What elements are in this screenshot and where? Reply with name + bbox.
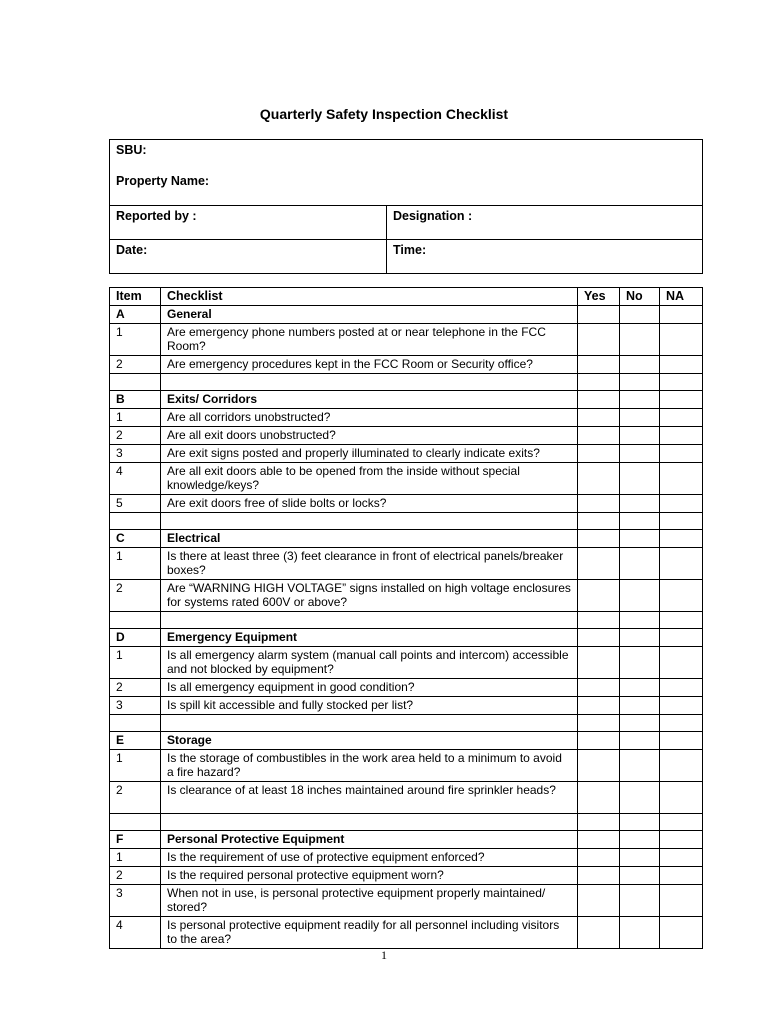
yes-cell: [578, 732, 620, 750]
na-cell[interactable]: [660, 647, 703, 679]
table-row: [110, 580, 703, 612]
table-row: [110, 409, 703, 427]
na-cell: [660, 612, 703, 629]
item-cell: 2: [110, 356, 161, 374]
no-cell[interactable]: [620, 679, 660, 697]
table-row: [110, 679, 703, 697]
na-cell: [660, 306, 703, 324]
question-cell: When not in use, is personal protective equipment properly maintained/ stored?: [161, 885, 578, 917]
na-cell[interactable]: [660, 697, 703, 715]
reported-by-label: Reported by :: [110, 206, 387, 240]
no-cell[interactable]: [620, 647, 660, 679]
question-cell: Is there at least three (3) feet clearance in front of electrical panels/breaker boxes?: [161, 548, 578, 580]
header-item: Item: [110, 288, 161, 306]
question-cell: [161, 612, 578, 629]
table-row: [110, 324, 703, 356]
section-row: [110, 831, 703, 849]
no-cell: [620, 715, 660, 732]
item-cell: 1: [110, 647, 161, 679]
question-cell: Is the required personal protective equipment worn?: [161, 867, 578, 885]
item-cell: [110, 612, 161, 629]
no-cell: [620, 306, 660, 324]
item-cell: E: [110, 732, 161, 750]
section-row: [110, 732, 703, 750]
table-row: [110, 849, 703, 867]
yes-cell: [578, 513, 620, 530]
question-cell: Personal Protective Equipment: [161, 831, 578, 849]
question-cell: Are exit signs posted and properly illuminated to clearly indicate exits?: [161, 445, 578, 463]
yes-cell[interactable]: [578, 782, 620, 814]
header-no: No: [620, 288, 660, 306]
question-cell: Are all corridors unobstructed?: [161, 409, 578, 427]
question-cell: Is all emergency equipment in good condition?: [161, 679, 578, 697]
item-cell: C: [110, 530, 161, 548]
item-cell: 2: [110, 580, 161, 612]
item-cell: 5: [110, 495, 161, 513]
yes-cell[interactable]: [578, 548, 620, 580]
na-cell[interactable]: [660, 445, 703, 463]
time-label: Time:: [387, 240, 703, 274]
table-row: [110, 647, 703, 679]
na-cell[interactable]: [660, 782, 703, 814]
item-cell: [110, 513, 161, 530]
item-cell: 3: [110, 885, 161, 917]
yes-cell: [578, 530, 620, 548]
page-number: 1: [381, 948, 387, 962]
section-row: [110, 391, 703, 409]
table-row: [110, 495, 703, 513]
item-cell: [110, 814, 161, 831]
yes-cell[interactable]: [578, 697, 620, 715]
yes-cell: [578, 814, 620, 831]
sbu-property-cell: [110, 140, 703, 206]
no-cell[interactable]: [620, 324, 660, 356]
document-title: Quarterly Safety Inspection Checklist: [259, 106, 509, 122]
yes-cell[interactable]: [578, 917, 620, 949]
no-cell: [620, 831, 660, 849]
item-cell: 2: [110, 867, 161, 885]
no-cell[interactable]: [620, 750, 660, 782]
na-cell[interactable]: [660, 885, 703, 917]
no-cell[interactable]: [620, 885, 660, 917]
yes-cell[interactable]: [578, 495, 620, 513]
no-cell[interactable]: [620, 697, 660, 715]
item-cell: 1: [110, 548, 161, 580]
item-cell: D: [110, 629, 161, 647]
question-cell: [161, 374, 578, 391]
item-cell: A: [110, 306, 161, 324]
na-cell[interactable]: [660, 495, 703, 513]
no-cell[interactable]: [620, 463, 660, 495]
checklist-header-row: [110, 288, 703, 306]
item-cell: 1: [110, 750, 161, 782]
table-row: [110, 750, 703, 782]
blank-row: [110, 715, 703, 732]
no-cell[interactable]: [620, 356, 660, 374]
na-cell: [660, 814, 703, 831]
table-row: [110, 548, 703, 580]
blank-row: [110, 814, 703, 831]
na-cell[interactable]: [660, 679, 703, 697]
no-cell[interactable]: [620, 427, 660, 445]
question-cell: General: [161, 306, 578, 324]
na-cell[interactable]: [660, 580, 703, 612]
yes-cell[interactable]: [578, 580, 620, 612]
na-cell: [660, 732, 703, 750]
no-cell: [620, 629, 660, 647]
yes-cell[interactable]: [578, 463, 620, 495]
no-cell: [620, 513, 660, 530]
checklist-table: [109, 287, 703, 949]
na-cell[interactable]: [660, 548, 703, 580]
no-cell[interactable]: [620, 867, 660, 885]
item-cell: 1: [110, 324, 161, 356]
table-row: [110, 445, 703, 463]
item-cell: 2: [110, 782, 161, 814]
blank-row: [110, 612, 703, 629]
table-row: [110, 885, 703, 917]
no-cell: [620, 530, 660, 548]
item-cell: 4: [110, 917, 161, 949]
question-cell: Exits/ Corridors: [161, 391, 578, 409]
date-label: Date:: [110, 240, 387, 274]
item-cell: 4: [110, 463, 161, 495]
item-cell: F: [110, 831, 161, 849]
na-cell[interactable]: [660, 427, 703, 445]
table-row: [110, 782, 703, 814]
section-row: [110, 306, 703, 324]
table-row: [110, 427, 703, 445]
item-cell: 1: [110, 849, 161, 867]
question-cell: Electrical: [161, 530, 578, 548]
yes-cell: [578, 391, 620, 409]
table-row: [110, 867, 703, 885]
yes-cell: [578, 306, 620, 324]
yes-cell[interactable]: [578, 867, 620, 885]
section-row: [110, 629, 703, 647]
item-cell: B: [110, 391, 161, 409]
yes-cell[interactable]: [578, 445, 620, 463]
question-cell: Is spill kit accessible and fully stocked per list?: [161, 697, 578, 715]
no-cell[interactable]: [620, 495, 660, 513]
no-cell: [620, 391, 660, 409]
blank-row: [110, 374, 703, 391]
question-cell: Is personal protective equipment readily for all personnel including visitors to the area?: [161, 917, 578, 949]
no-cell: [620, 374, 660, 391]
na-cell: [660, 513, 703, 530]
item-cell: 1: [110, 409, 161, 427]
section-row: [110, 530, 703, 548]
yes-cell[interactable]: [578, 849, 620, 867]
yes-cell: [578, 612, 620, 629]
inspection-info-table: [109, 139, 703, 274]
sbu-label: SBU:: [116, 143, 147, 157]
table-row: [110, 697, 703, 715]
yes-cell[interactable]: [578, 647, 620, 679]
na-cell[interactable]: [660, 867, 703, 885]
na-cell: [660, 530, 703, 548]
question-cell: Is clearance of at least 18 inches maintained around fire sprinkler heads?: [161, 782, 578, 814]
table-row: [110, 917, 703, 949]
item-cell: 2: [110, 427, 161, 445]
no-cell[interactable]: [620, 782, 660, 814]
question-cell: [161, 814, 578, 831]
na-cell[interactable]: [660, 917, 703, 949]
question-cell: [161, 715, 578, 732]
no-cell[interactable]: [620, 849, 660, 867]
no-cell[interactable]: [620, 445, 660, 463]
na-cell: [660, 715, 703, 732]
na-cell[interactable]: [660, 750, 703, 782]
item-cell: 2: [110, 679, 161, 697]
no-cell: [620, 612, 660, 629]
yes-cell: [578, 715, 620, 732]
na-cell: [660, 629, 703, 647]
yes-cell: [578, 374, 620, 391]
designation-label: Designation :: [387, 206, 703, 240]
no-cell[interactable]: [620, 548, 660, 580]
no-cell: [620, 732, 660, 750]
question-cell: Are all exit doors unobstructed?: [161, 427, 578, 445]
yes-cell[interactable]: [578, 679, 620, 697]
item-cell: 3: [110, 697, 161, 715]
na-cell[interactable]: [660, 324, 703, 356]
no-cell[interactable]: [620, 409, 660, 427]
yes-cell[interactable]: [578, 427, 620, 445]
na-cell: [660, 374, 703, 391]
question-cell: Emergency Equipment: [161, 629, 578, 647]
checklist-body: [110, 306, 703, 949]
na-cell[interactable]: [660, 409, 703, 427]
question-cell: Are emergency procedures kept in the FCC Room or Security office?: [161, 356, 578, 374]
question-cell: Storage: [161, 732, 578, 750]
yes-cell: [578, 629, 620, 647]
header-na: NA: [660, 288, 703, 306]
table-row: [110, 356, 703, 374]
header-checklist: Checklist: [161, 288, 578, 306]
blank-row: [110, 513, 703, 530]
yes-cell[interactable]: [578, 324, 620, 356]
question-cell: [161, 513, 578, 530]
question-cell: Is all emergency alarm system (manual call points and intercom) accessible and not blocked by equipment?: [161, 647, 578, 679]
question-cell: Is the storage of combustibles in the work area held to a minimum to avoid a fire hazard?: [161, 750, 578, 782]
item-cell: [110, 715, 161, 732]
yes-cell[interactable]: [578, 409, 620, 427]
item-cell: [110, 374, 161, 391]
yes-cell[interactable]: [578, 750, 620, 782]
na-cell[interactable]: [660, 849, 703, 867]
na-cell[interactable]: [660, 356, 703, 374]
yes-cell[interactable]: [578, 356, 620, 374]
table-row: [110, 463, 703, 495]
question-cell: Are emergency phone numbers posted at or near telephone in the FCC Room?: [161, 324, 578, 356]
no-cell[interactable]: [620, 580, 660, 612]
question-cell: Is the requirement of use of protective equipment enforced?: [161, 849, 578, 867]
item-cell: 3: [110, 445, 161, 463]
na-cell[interactable]: [660, 463, 703, 495]
no-cell: [620, 814, 660, 831]
property-name-label: Property Name:: [116, 174, 210, 188]
question-cell: Are exit doors free of slide bolts or locks?: [161, 495, 578, 513]
na-cell: [660, 391, 703, 409]
no-cell[interactable]: [620, 917, 660, 949]
na-cell: [660, 831, 703, 849]
header-yes: Yes: [578, 288, 620, 306]
question-cell: Are all exit doors able to be opened from the inside without special knowledge/keys?: [161, 463, 578, 495]
yes-cell[interactable]: [578, 885, 620, 917]
yes-cell: [578, 831, 620, 849]
question-cell: Are “WARNING HIGH VOLTAGE” signs installed on high voltage enclosures for systems rated 600V or above?: [161, 580, 578, 612]
